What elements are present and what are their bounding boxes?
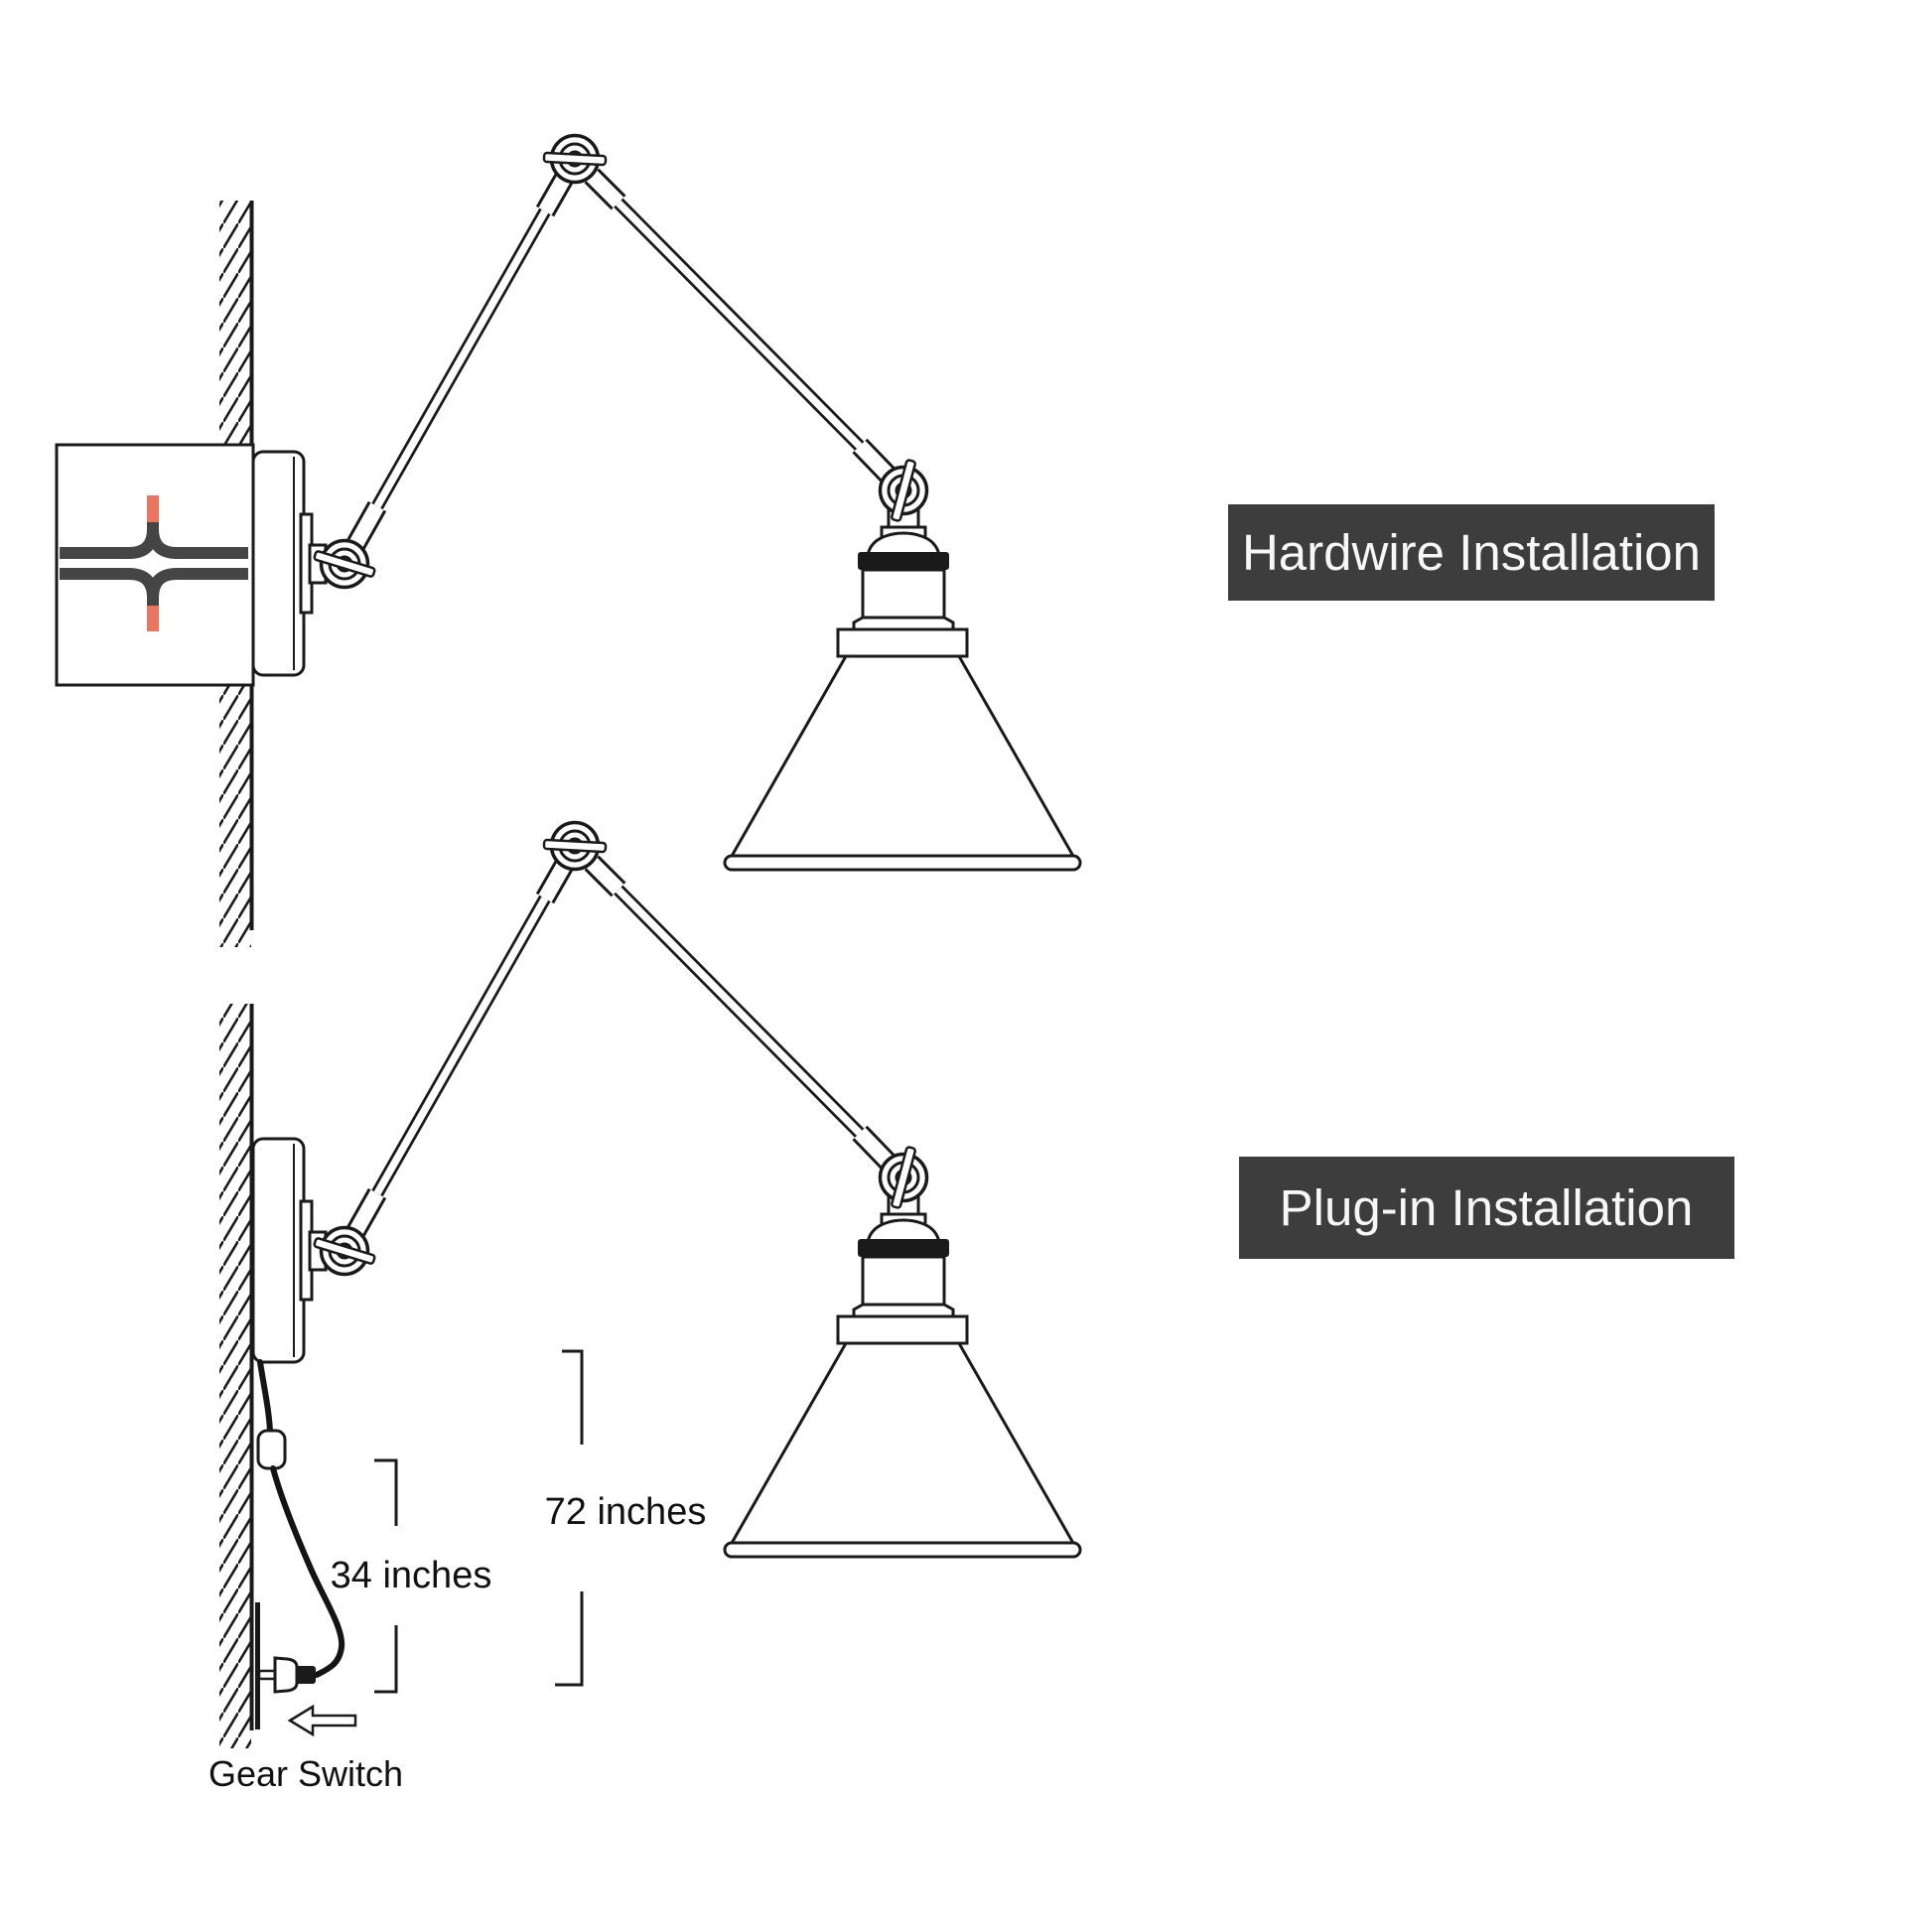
plug-body: [275, 1658, 297, 1692]
gear-switch-label: Gear Switch: [207, 1753, 404, 1794]
plug-height-label: 72 inches: [544, 1491, 707, 1533]
wall-hatching-bottom: [219, 1004, 251, 1748]
inline-switch: [258, 1431, 285, 1468]
cord-length-label: 34 inches: [330, 1555, 492, 1596]
bracket-34-bottom: [374, 1625, 396, 1692]
hardwire-label-text: Hardwire Installation: [1241, 524, 1702, 581]
bracket-72-top: [562, 1351, 582, 1445]
hardwire-lamp: [253, 136, 1080, 871]
plugin-label: [1239, 1157, 1734, 1259]
plugin-lamp: [253, 823, 1080, 1558]
plug-neck: [296, 1666, 316, 1684]
hardwire-label: [1228, 504, 1715, 601]
junction-box: [57, 445, 253, 685]
bracket-34-top: [374, 1460, 396, 1526]
plug-prong: [259, 1671, 275, 1679]
plug: [259, 1658, 316, 1692]
hardwire-diagram: [57, 136, 1715, 948]
power-cord-upper: [260, 1362, 270, 1432]
plugin-diagram: [208, 823, 1734, 1795]
left-arrow-icon: [290, 1707, 355, 1734]
bracket-72-bottom: [555, 1591, 582, 1685]
plugin-label-text: Plug-in Installation: [1279, 1179, 1694, 1236]
